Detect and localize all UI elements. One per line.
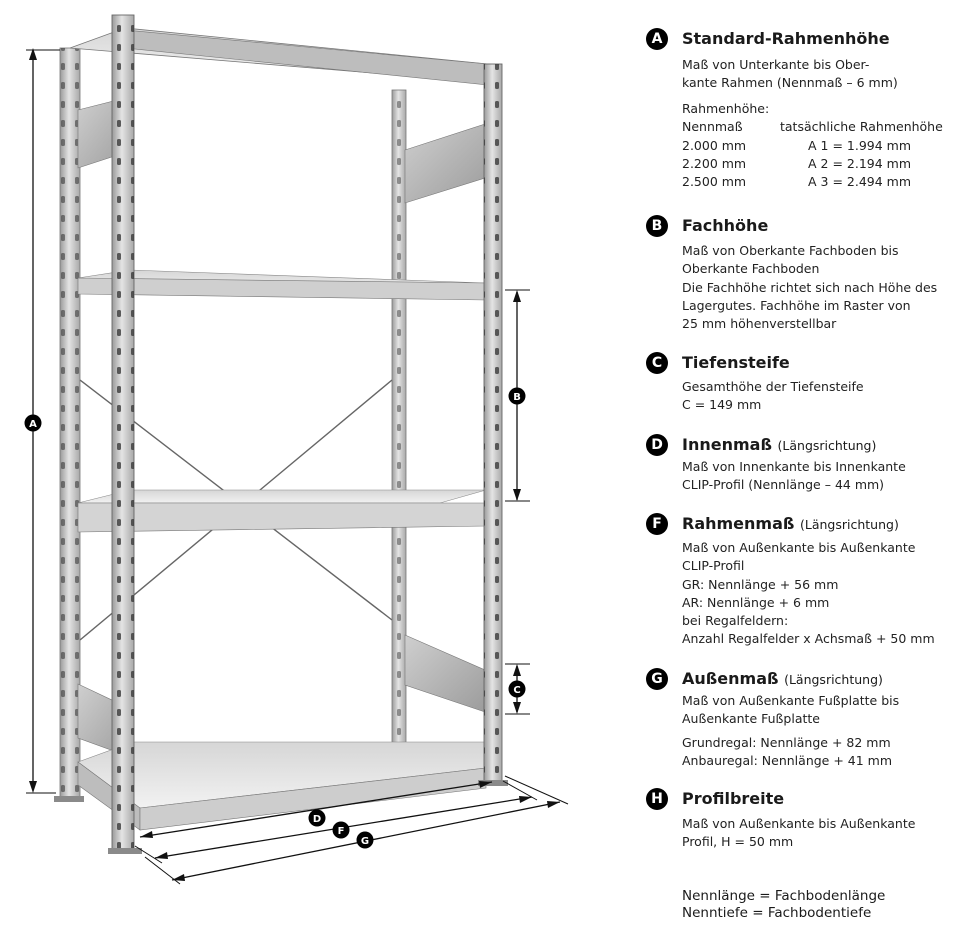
svg-text:C: C [513, 685, 521, 696]
table-row [682, 173, 950, 191]
svg-text:G: G [360, 836, 370, 847]
section-subtitle: (Längsrichtung) [784, 672, 883, 687]
section-description [682, 242, 937, 333]
section-title [682, 434, 876, 457]
table-cell: A 3 = 2.494 mm [808, 174, 912, 190]
shelf-bottom [78, 742, 486, 830]
section-title: Standard-Rahmenhöhe [682, 29, 890, 48]
text-line: Maß von Innenkante bis Innenkante [682, 459, 906, 474]
section-description [682, 458, 906, 495]
text-line: Profil, H = 50 mm [682, 834, 794, 850]
text-line: Die Fachhöhe richtet sich nach Höhe des [682, 279, 938, 295]
marker-F [333, 822, 350, 839]
text-line: Maß von Unterkante bis Ober- [682, 57, 870, 72]
svg-text:D: D [312, 814, 322, 825]
svg-text:B: B [513, 392, 521, 403]
shelf-3 [78, 490, 486, 532]
text-line: CLIP-Profil [682, 558, 745, 574]
section-title: Profilbreite [682, 789, 785, 808]
table-header: Nennmaß [682, 119, 743, 135]
table-header: tatsächliche Rahmenhöhe [780, 119, 943, 135]
badge-c: C [646, 352, 668, 374]
table-header-row [682, 118, 950, 136]
svg-text:F: F [337, 826, 345, 837]
marker-A [25, 415, 42, 432]
text-line: Oberkante Fachboden [682, 261, 820, 277]
text-line: Anzahl Regalfelder x Achsmaß + 50 mm [682, 631, 935, 647]
section-description [682, 378, 864, 415]
marker-G [357, 832, 374, 849]
table-row [682, 137, 950, 155]
footer-line: Nennlänge = Fachbodenlänge [682, 888, 886, 904]
section-extra [682, 734, 892, 771]
text-line: 25 mm höhenverstellbar [682, 316, 837, 332]
text-line: kante Rahmen (Nennmaß – 6 mm) [682, 75, 898, 91]
badge-a: A [646, 28, 668, 50]
text-line: Maß von Außenkante Fußplatte bis [682, 693, 900, 708]
marker-C [509, 681, 526, 698]
section-description [682, 692, 899, 729]
table-cell: A 1 = 1.994 mm [808, 137, 912, 153]
depth-stiffeners [78, 96, 485, 758]
section-subtitle: (Längsrichtung) [777, 438, 877, 453]
text-line: Anbauregal: Nennlänge + 41 mm [682, 753, 893, 769]
section-description [682, 539, 935, 649]
section-title-text: Rahmenmaß [682, 514, 795, 533]
text-line: Maß von Außenkante bis Außenkante [682, 540, 916, 555]
table-intro: Rahmenhöhe: [682, 101, 770, 116]
table-cell: 2.500 mm [682, 174, 747, 190]
text-line: Lagergutes. Fachhöhe im Raster von [682, 297, 911, 313]
section-description [682, 815, 915, 852]
badge-b: B [646, 215, 668, 237]
table-row [682, 155, 950, 173]
shelf-2 [78, 270, 486, 300]
section-title [682, 668, 883, 691]
table-cell: 2.200 mm [682, 155, 747, 171]
table-cell: 2.000 mm [682, 137, 747, 153]
text-line: Gesamthöhe der Tiefensteife [682, 379, 864, 394]
text-line: bei Regalfeldern: [682, 613, 789, 629]
svg-text:A: A [29, 419, 37, 430]
badge-h: H [646, 788, 668, 810]
section-title: Fachhöhe [682, 216, 769, 235]
section-title [682, 513, 899, 536]
section-title-text: Innenmaß [682, 435, 772, 454]
legend-footer [682, 888, 885, 922]
badge-g: G [646, 668, 668, 690]
section-description [682, 56, 898, 93]
footer-line: Nenntiefe = Fachbodentiefe [682, 905, 872, 921]
section-subtitle: (Längsrichtung) [799, 517, 899, 532]
marker-B [509, 388, 526, 405]
text-line: GR: Nennlänge + 56 mm [682, 576, 839, 592]
section-title-text: Außenmaß [682, 669, 779, 688]
badge-f: F [646, 513, 668, 535]
text-line: Außenkante Fußplatte [682, 711, 820, 727]
section-title: Tiefensteife [682, 353, 790, 372]
frame-height-table [682, 100, 950, 191]
text-line: AR: Nennlänge + 6 mm [682, 594, 830, 610]
text-line: Maß von Außenkante bis Außenkante [682, 816, 916, 831]
badge-d: D [646, 434, 668, 456]
table-cell: A 2 = 2.194 mm [808, 155, 912, 171]
text-line: Maß von Oberkante Fachboden bis [682, 243, 899, 258]
text-line: C = 149 mm [682, 397, 762, 413]
marker-D [309, 810, 326, 827]
text-line: Grundregal: Nennlänge + 82 mm [682, 735, 891, 750]
text-line: CLIP-Profil (Nennlänge – 44 mm) [682, 477, 885, 493]
